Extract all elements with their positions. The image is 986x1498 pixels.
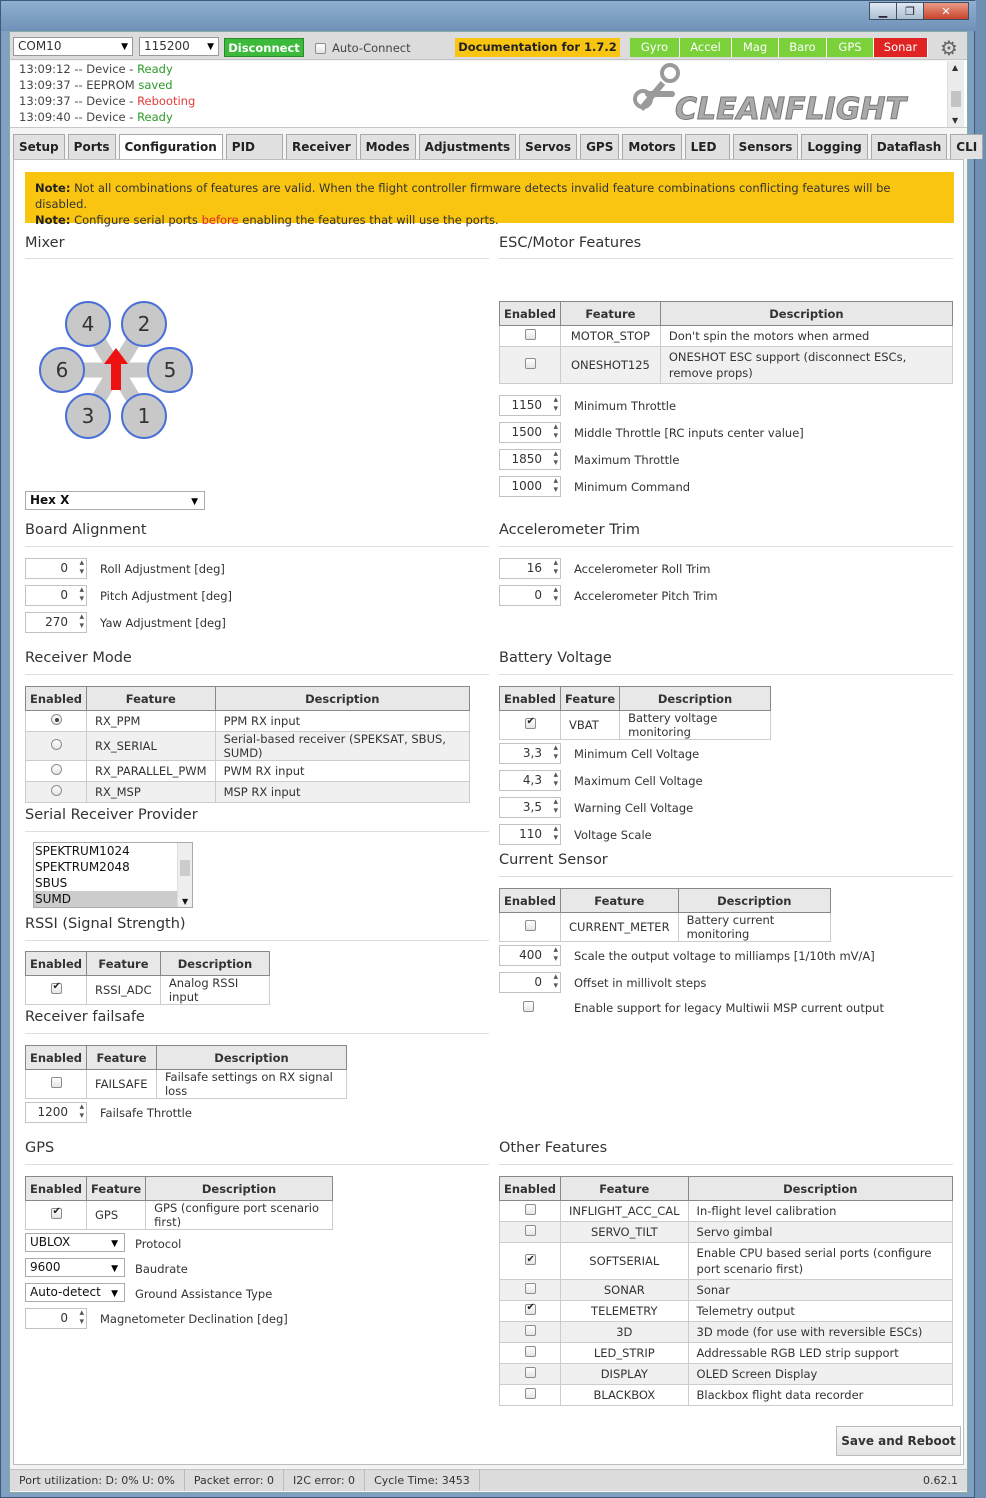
sensor-sonar: Sonar — [874, 38, 928, 57]
auto-connect-label: Auto-Connect — [332, 41, 411, 55]
acc-roll-trim-input[interactable]: 16 ▴ ▾ — [499, 558, 561, 579]
warning-cell-voltage-label: Warning Cell Voltage — [574, 801, 694, 815]
title-bar — [1, 1, 976, 31]
feature-name: BLACKBOX — [561, 1385, 689, 1406]
tab-pid-tuning[interactable]: PID — [226, 134, 283, 159]
table-row — [500, 1301, 953, 1322]
gps-protocol-label: Protocol — [135, 1237, 182, 1251]
feature-checkbox[interactable] — [525, 920, 536, 931]
rssi-title: RSSI (Signal Strength) — [25, 916, 186, 932]
gps-title: GPS — [25, 1140, 55, 1156]
baud-select[interactable]: 115200 ▼ — [139, 37, 219, 56]
min-throttle-label: Minimum Throttle — [574, 399, 677, 413]
feature-description: Telemetry output — [688, 1301, 952, 1322]
log-line: 13:09:37 -- EEPROM saved — [19, 78, 173, 92]
gps-protocol-select[interactable]: UBLOX ▼ — [25, 1233, 125, 1252]
feature-checkbox[interactable] — [525, 1325, 536, 1336]
column-header: Enabled — [26, 952, 87, 976]
serial-provider-listbox[interactable] — [33, 842, 193, 908]
feature-description: Addressable RGB LED strip support — [688, 1343, 952, 1364]
column-header: Enabled — [26, 687, 87, 711]
tab-receiver[interactable]: Receiver — [286, 134, 357, 159]
feature-name: LED_STRIP — [561, 1343, 689, 1364]
acc-pitch-trim-input[interactable]: 0 ▴ ▾ — [499, 585, 561, 606]
sensor-status-bar — [630, 38, 928, 57]
min-command-label: Minimum Command — [574, 480, 691, 494]
column-header: Description — [160, 952, 269, 976]
column-header: Description — [146, 1177, 333, 1201]
mag-declination-input[interactable]: 0 ▴ ▾ — [25, 1308, 87, 1329]
mixer-hex-x-diagram — [32, 290, 202, 435]
column-header: Feature — [561, 302, 661, 326]
column-header: Description — [660, 302, 952, 326]
roll-adjustment-input[interactable]: 0 ▴ ▾ — [25, 558, 87, 579]
table-row — [26, 761, 470, 782]
feature-name: RX_PARALLEL_PWM — [87, 761, 216, 782]
provider-option[interactable]: SUMD — [34, 891, 192, 907]
maximize-button[interactable]: ❐ — [896, 2, 924, 20]
gear-icon[interactable]: ⚙ — [940, 36, 958, 60]
feature-description: Failsafe settings on RX signal loss — [156, 1070, 346, 1099]
mid-throttle-label: Middle Throttle [RC inputs center value] — [574, 426, 804, 440]
mag-declination-label: Magnetometer Declination [deg] — [100, 1312, 288, 1326]
table-row — [500, 1343, 953, 1364]
max-cell-voltage-input[interactable]: 4,3 ▴ ▾ — [499, 770, 561, 791]
column-header: Enabled — [500, 1177, 561, 1201]
feature-name: INFLIGHT_ACC_CAL — [561, 1201, 689, 1222]
feature-checkbox[interactable] — [525, 718, 536, 729]
feature-description: Serial-based receiver (SPEKSAT, SBUS, SUMD) — [215, 732, 469, 761]
max-throttle-label: Maximum Throttle — [574, 453, 680, 467]
voltage-scale-input[interactable]: 110 ▴ ▾ — [499, 824, 561, 845]
feature-description: MSP RX input — [215, 782, 469, 803]
column-header: Enabled — [500, 889, 561, 913]
packet-error: Packet error: 0 — [185, 1470, 284, 1491]
feature-radio[interactable] — [51, 785, 62, 796]
port-utilization: Port utilization: D: 0% U: 0% — [10, 1470, 185, 1491]
sensor-gps: GPS — [827, 38, 874, 57]
pitch-adjustment-input[interactable]: 0 ▴ ▾ — [25, 585, 87, 606]
other-features-title: Other Features — [499, 1140, 608, 1156]
gps-table — [25, 1176, 333, 1230]
column-header: Description — [688, 1177, 952, 1201]
log-line: 13:09:12 -- Device - Ready — [19, 62, 173, 76]
receiver-mode-title: Receiver Mode — [25, 650, 132, 666]
feature-checkbox[interactable] — [525, 1346, 536, 1357]
feature-name: ONESHOT125 — [561, 347, 661, 384]
acc-pitch-trim-label: Accelerometer Pitch Trim — [574, 589, 718, 603]
min-command-input[interactable]: 1000 ▴ ▾ — [499, 476, 561, 497]
table-row — [500, 1280, 953, 1301]
serial-receiver-provider-title: Serial Receiver Provider — [25, 807, 198, 823]
receiver-mode-table — [25, 686, 470, 803]
accelerometer-trim-title: Accelerometer Trim — [499, 522, 641, 538]
feature-description: Enable CPU based serial ports (configure port scenario first) — [688, 1243, 952, 1280]
column-header: Enabled — [26, 1046, 87, 1070]
roll-adjustment-label: Roll Adjustment [deg] — [100, 562, 225, 576]
table-row — [500, 1322, 953, 1343]
esc-features-table — [499, 301, 953, 384]
column-header: Description — [215, 687, 469, 711]
svg-text:1: 1 — [137, 404, 151, 428]
min-throttle-input[interactable]: 1150 ▴ ▾ — [499, 395, 561, 416]
sensor-baro: Baro — [779, 38, 827, 57]
feature-checkbox[interactable] — [525, 1254, 536, 1265]
column-header: Feature — [561, 889, 679, 913]
sensor-gyro: Gyro — [630, 38, 680, 57]
table-row — [500, 347, 953, 384]
tab-sensors[interactable]: Sensors — [733, 134, 799, 159]
column-header: Feature — [87, 952, 161, 976]
log-scrollbar[interactable]: ▲ ▼ — [947, 61, 964, 127]
feature-description: Analog RSSI input — [160, 976, 269, 1005]
column-header: Feature — [87, 1177, 146, 1201]
feature-checkbox[interactable] — [525, 1367, 536, 1378]
cleanflight-logo — [625, 61, 925, 127]
feature-name: VBAT — [561, 711, 620, 740]
tab-led-strip[interactable]: LED — [685, 134, 730, 159]
min-cell-voltage-label: Minimum Cell Voltage — [574, 747, 700, 761]
table-row — [26, 782, 470, 803]
feature-checkbox[interactable] — [525, 1204, 536, 1215]
tab-logging[interactable]: Logging — [801, 134, 867, 159]
feature-description: Battery current monitoring — [678, 913, 830, 942]
tab-servos[interactable]: Servos — [519, 134, 577, 159]
minimize-button[interactable]: ▁ — [869, 2, 897, 20]
svg-text:5: 5 — [163, 358, 177, 382]
feature-name: MOTOR_STOP — [561, 326, 661, 347]
column-header: Enabled — [500, 302, 561, 326]
tab-modes[interactable]: Modes — [360, 134, 416, 159]
receiver-failsafe-title: Receiver failsafe — [25, 1009, 145, 1025]
max-throttle-input[interactable]: 1850 ▴ ▾ — [499, 449, 561, 470]
feature-description: ONESHOT ESC support (disconnect ESCs, remove props) — [660, 347, 952, 384]
feature-checkbox[interactable] — [525, 1388, 536, 1399]
feature-description: Don't spin the motors when armed — [660, 326, 952, 347]
feature-name: GPS — [87, 1201, 146, 1230]
log-line: 13:09:40 -- Device - Ready — [19, 110, 173, 124]
provider-option[interactable]: SPEKTRUM1024 — [35, 844, 130, 858]
feature-description: PWM RX input — [215, 761, 469, 782]
other-features-table — [499, 1176, 953, 1406]
feature-name: SOFTSERIAL — [561, 1243, 689, 1280]
feature-description: In-flight level calibration — [688, 1201, 952, 1222]
feature-name: FAILSAFE — [87, 1070, 157, 1099]
table-row — [500, 1222, 953, 1243]
tab-motors[interactable]: Motors — [622, 134, 681, 159]
current-offset-input[interactable]: 0 ▴ ▾ — [499, 972, 561, 993]
column-header: Feature — [87, 687, 216, 711]
app — [9, 31, 978, 1493]
acc-roll-trim-label: Accelerometer Roll Trim — [574, 562, 711, 576]
feature-description: 3D mode (for use with reversible ESCs) — [688, 1322, 952, 1343]
close-button[interactable]: ✕ — [923, 2, 969, 20]
column-header: Description — [678, 889, 830, 913]
esc-motor-features-title: ESC/Motor Features — [499, 235, 642, 251]
feature-name: SONAR — [561, 1280, 689, 1301]
legacy-msp-current-label: Enable support for legacy Multiwii MSP current output — [574, 1001, 884, 1015]
sensor-accel: Accel — [680, 38, 732, 57]
column-header: Feature — [561, 687, 620, 711]
mid-throttle-input[interactable]: 1500 ▴ ▾ — [499, 422, 561, 443]
table-row — [26, 976, 270, 1005]
provider-option[interactable]: SPEKTRUM2048 — [35, 860, 130, 874]
feature-description: Sonar — [688, 1280, 952, 1301]
feature-checkbox[interactable] — [525, 1304, 536, 1315]
feature-name: 3D — [561, 1322, 689, 1343]
tab-adjustments[interactable]: Adjustments — [419, 134, 516, 159]
tab-gps[interactable]: GPS — [580, 134, 619, 159]
listbox-scrollbar[interactable]: ▼ — [177, 843, 192, 907]
table-row — [500, 1385, 953, 1406]
table-row — [500, 1364, 953, 1385]
tab-dataflash[interactable]: Dataflash — [871, 134, 948, 159]
table-row — [26, 1070, 347, 1099]
svg-text:2: 2 — [137, 312, 151, 336]
feature-name: DISPLAY — [561, 1364, 689, 1385]
feature-description: Blackbox flight data recorder — [688, 1385, 952, 1406]
logo-text: CLEANFLIGHT — [675, 92, 906, 127]
gps-baudrate-label: Baudrate — [135, 1262, 188, 1276]
log-panel — [10, 61, 967, 128]
feature-radio[interactable] — [51, 764, 62, 775]
svg-text:4: 4 — [81, 312, 95, 336]
table-row — [500, 326, 953, 347]
tab-configuration[interactable]: Configuration — [119, 134, 223, 160]
tab-bar — [13, 134, 986, 159]
failsafe-table — [25, 1045, 347, 1099]
table-row — [500, 711, 771, 740]
tab-setup[interactable]: Setup — [13, 134, 65, 159]
gps-baudrate-select[interactable]: 9600 ▼ — [25, 1258, 125, 1277]
documentation-button[interactable]: Documentation for 1.7.2 — [455, 38, 620, 57]
version: 0.62.1 — [923, 1474, 958, 1487]
provider-option[interactable]: SBUS — [35, 876, 68, 890]
failsafe-throttle-label: Failsafe Throttle — [100, 1106, 192, 1120]
save-and-reboot-button[interactable]: Save and Reboot — [836, 1426, 961, 1456]
table-row — [500, 1201, 953, 1222]
column-header: Enabled — [26, 1177, 87, 1201]
feature-name: RX_SERIAL — [87, 732, 216, 761]
auto-connect[interactable] — [315, 41, 411, 55]
mixer-type-select[interactable]: Hex X ▼ — [25, 491, 205, 510]
feature-name: RX_MSP — [87, 782, 216, 803]
tab-cli[interactable]: CLI — [950, 134, 983, 159]
configuration-content — [13, 159, 964, 1465]
svg-text:6: 6 — [55, 358, 69, 382]
feature-name: SERVO_TILT — [561, 1222, 689, 1243]
feature-checkbox[interactable] — [51, 1208, 62, 1219]
current-sensor-table — [499, 888, 831, 942]
table-row — [26, 1201, 333, 1230]
feature-description: Battery voltage monitoring — [620, 711, 771, 740]
battery-table — [499, 686, 771, 740]
sensor-mag: Mag — [732, 38, 779, 57]
column-header: Enabled — [500, 687, 561, 711]
ground-assistance-select[interactable]: Auto-detect ▼ — [25, 1283, 125, 1302]
pitch-adjustment-label: Pitch Adjustment [deg] — [100, 589, 232, 603]
table-row — [500, 1243, 953, 1280]
feature-checkbox[interactable] — [525, 329, 536, 340]
disconnect-button[interactable]: Disconnect — [224, 38, 304, 57]
failsafe-throttle-input[interactable]: 1200 ▴ ▾ — [25, 1102, 87, 1123]
feature-checkbox[interactable] — [51, 983, 62, 994]
tab-ports[interactable]: Ports — [68, 134, 116, 159]
table-row — [26, 711, 470, 732]
log-line: 13:09:37 -- Device - Rebooting — [19, 94, 196, 108]
feature-description: PPM RX input — [215, 711, 469, 732]
min-cell-voltage-input[interactable]: 3,3 ▴ ▾ — [499, 743, 561, 764]
board-alignment-title: Board Alignment — [25, 522, 147, 538]
i2c-error: I2C error: 0 — [284, 1470, 365, 1491]
feature-checkbox[interactable] — [525, 358, 536, 369]
mixer-title: Mixer — [25, 235, 65, 251]
current-scale-label: Scale the output voltage to milliamps [1/10th mV/A] — [574, 949, 875, 963]
column-header: Feature — [561, 1177, 689, 1201]
note-banner: Note: Not all combinations of features are valid. When the flight controller firmware detects invalid feature combinations conflicting features will be disabled. Note: Configure serial ports before enabling the features that will use the ports. — [25, 172, 954, 223]
svg-text:3: 3 — [81, 404, 95, 428]
feature-name: TELEMETRY — [561, 1301, 689, 1322]
legacy-msp-current-checkbox[interactable] — [523, 1001, 534, 1012]
feature-radio[interactable] — [51, 714, 62, 725]
table-row — [26, 732, 470, 761]
feature-name: CURRENT_METER — [561, 913, 679, 942]
voltage-scale-label: Voltage Scale — [574, 828, 652, 842]
rssi-table — [25, 951, 270, 1005]
column-header: Description — [156, 1046, 346, 1070]
current-scale-input[interactable]: 400 ▴ ▾ — [499, 945, 561, 966]
cycle-time: Cycle Time: 3453 — [365, 1470, 480, 1491]
table-row — [500, 913, 831, 942]
column-header: Feature — [87, 1046, 157, 1070]
max-cell-voltage-label: Maximum Cell Voltage — [574, 774, 703, 788]
battery-voltage-title: Battery Voltage — [499, 650, 612, 666]
auto-connect-checkbox[interactable] — [315, 43, 326, 54]
column-header: Description — [620, 687, 771, 711]
feature-checkbox[interactable] — [525, 1283, 536, 1294]
yaw-adjustment-input[interactable]: 270 ▴ ▾ — [25, 612, 87, 633]
current-sensor-title: Current Sensor — [499, 852, 608, 868]
port-select[interactable]: COM10 ▼ — [13, 37, 133, 56]
ground-assistance-label: Ground Assistance Type — [135, 1287, 273, 1301]
feature-checkbox[interactable] — [51, 1077, 62, 1088]
feature-radio[interactable] — [51, 739, 62, 750]
feature-description: GPS (configure port scenario first) — [146, 1201, 333, 1230]
top-bar — [10, 32, 967, 60]
warning-cell-voltage-input[interactable]: 3,5 ▴ ▾ — [499, 797, 561, 818]
current-offset-label: Offset in millivolt steps — [574, 976, 707, 990]
feature-checkbox[interactable] — [525, 1225, 536, 1236]
yaw-adjustment-label: Yaw Adjustment [deg] — [100, 616, 226, 630]
feature-description: OLED Screen Display — [688, 1364, 952, 1385]
feature-name: RSSI_ADC — [87, 976, 161, 1005]
feature-description: Servo gimbal — [688, 1222, 952, 1243]
status-bar — [10, 1469, 967, 1491]
feature-name: RX_PPM — [87, 711, 216, 732]
